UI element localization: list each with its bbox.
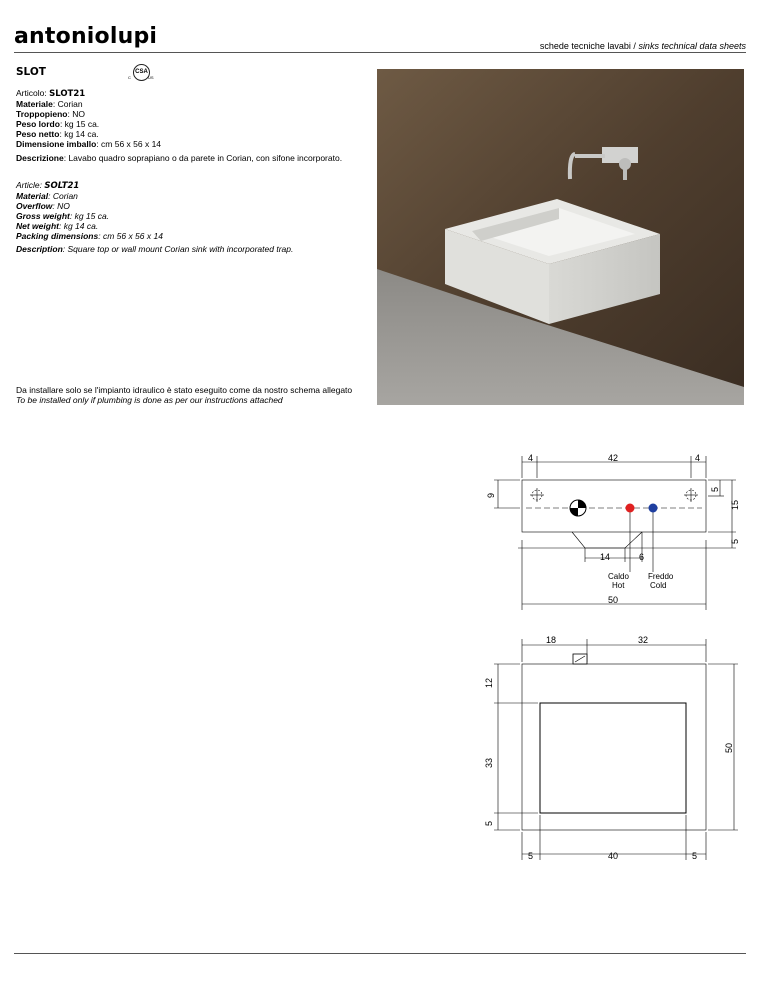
spec-row: Gross weight: kg 15 ca. [16,211,110,221]
install-note-en: To be installed only if plumbing is done as per our instructions attached [16,395,283,405]
dim-trap-offset: 6 [639,552,645,562]
product-model: SLOT [16,66,46,78]
description-en: Description: Square top or wall mount Corian sink with incorporated trap. [16,244,294,254]
spec-row: Peso netto: kg 14 ca. [16,129,99,139]
header-divider [14,52,746,53]
brand-logo: antoniolupi [14,24,158,49]
header-subtitle-en: sinks technical data sheets [638,41,746,51]
spec-row: Article: SOLT21 [16,180,80,191]
spec-row: Dimensione imballo: cm 56 x 56 x 14 [16,139,162,149]
spec-row: Overflow: NO [16,201,70,211]
dim-plan-right-total: 50 [724,742,734,753]
dim-plan-bottom-left: 5 [528,851,534,861]
spec-row: Troppopieno: NO [16,109,85,119]
drain-outlet-icon [570,500,586,516]
spec-row: Peso lordo: kg 15 ca. [16,119,100,129]
dim-plan-bottom-right: 5 [692,851,698,861]
label-cold-en: Cold [650,581,667,590]
spec-row: Packing dimensions: cm 56 x 56 x 14 [16,231,163,241]
dim-trap-width: 14 [600,552,611,562]
dim-plan-bottom-mid: 40 [608,851,619,861]
dim-front-top-left: 4 [528,453,534,463]
hot-water-icon [626,504,635,513]
product-photo [377,69,744,405]
spec-row: Materiale: Corian [16,99,83,109]
spec-list-en [16,180,163,241]
dim-front-total-width: 50 [608,595,619,605]
cold-water-icon [649,504,658,513]
label-hot-it: Caldo [608,572,629,581]
description-it: Descrizione: Lavabo quadro soprapiano o da parete in Corian, con sifone incorporato. [16,153,343,163]
spec-row: Articolo: SLOT21 [16,88,86,99]
faucet-mount-icon [573,654,587,664]
dim-plan-left-top: 12 [484,677,494,688]
dim-plan-top-right: 32 [638,635,649,645]
install-note-it: Da installare solo se l'impianto idraulico è stato eseguito come da nostro schema allegato [16,385,353,395]
spec-list-it [16,88,161,149]
footer-divider [14,953,746,954]
dim-front-left-height: 9 [486,492,496,498]
dim-plan-left-mid: 33 [484,757,494,768]
technical-drawing [460,440,760,880]
csa-certification-icon: CSA [133,64,150,81]
dim-front-right-total: 15 [730,499,740,510]
dim-front-right-small: 5 [710,486,720,492]
header-subtitle [540,41,746,51]
dim-front-top-right: 4 [695,453,701,463]
header-subtitle-it: schede tecniche lavabi / [539,41,636,51]
label-hot-en: Hot [612,581,625,590]
cert-us-mark: US [148,75,154,80]
spec-row: Net weight: kg 14 ca. [16,221,99,231]
product-photo-illustration [377,69,744,405]
dim-front-top-mid: 42 [608,453,619,463]
spec-row: Material: Corian [16,191,78,201]
label-cold-it: Freddo [648,572,674,581]
dim-front-right-lower: 5 [730,538,740,544]
dim-plan-left-bottom: 5 [484,820,494,826]
dim-plan-top-left: 18 [546,635,557,645]
cert-c-mark: C [128,75,131,80]
